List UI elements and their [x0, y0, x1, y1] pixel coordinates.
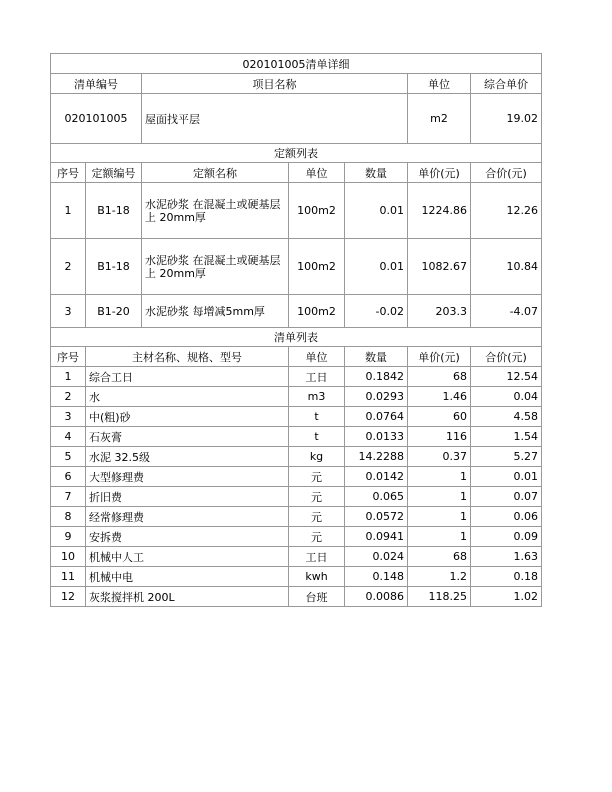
material-unit: t: [289, 427, 345, 447]
header-unit-price: 综合单价: [471, 74, 542, 94]
material-total: 1.02: [471, 587, 542, 607]
material-no: 12: [51, 587, 86, 607]
material-qty: 0.024: [345, 547, 408, 567]
material-no: 7: [51, 487, 86, 507]
material-price: 116: [408, 427, 471, 447]
material-qty: 0.0142: [345, 467, 408, 487]
bill-price: 19.02: [471, 94, 542, 144]
material-name: 石灰膏: [86, 427, 289, 447]
material-total: 0.07: [471, 487, 542, 507]
material-total: 0.04: [471, 387, 542, 407]
material-price: 1: [408, 527, 471, 547]
material-unit: 元: [289, 487, 345, 507]
quota-total: -4.07: [471, 295, 542, 328]
material-price: 60: [408, 407, 471, 427]
material-price: 1: [408, 487, 471, 507]
quota-no: 3: [51, 295, 86, 328]
material-total: 0.06: [471, 507, 542, 527]
bill-item-name: 屋面找平层: [142, 94, 408, 144]
bill-detail-table: [50, 53, 542, 607]
material-price: 68: [408, 547, 471, 567]
quota-row: [51, 239, 542, 295]
quota-total: 12.26: [471, 183, 542, 239]
material-no: 4: [51, 427, 86, 447]
materials-header-no: 序号: [51, 347, 86, 367]
bill-code: 020101005: [51, 94, 142, 144]
material-unit: 元: [289, 527, 345, 547]
material-qty: 0.148: [345, 567, 408, 587]
material-name: 综合工日: [86, 367, 289, 387]
quota-no: 2: [51, 239, 86, 295]
material-total: 4.58: [471, 407, 542, 427]
material-no: 8: [51, 507, 86, 527]
materials-header-name: 主材名称、规格、型号: [86, 347, 289, 367]
quota-code: B1-18: [86, 183, 142, 239]
quota-row: [51, 183, 542, 239]
quota-row: [51, 295, 542, 328]
material-row: [51, 587, 542, 607]
material-name: 大型修理费: [86, 467, 289, 487]
material-qty: 0.1842: [345, 367, 408, 387]
header-item-name: 项目名称: [142, 74, 408, 94]
materials-header-row: [51, 347, 542, 367]
material-unit: t: [289, 407, 345, 427]
material-row: [51, 427, 542, 447]
material-qty: 0.0133: [345, 427, 408, 447]
material-price: 0.37: [408, 447, 471, 467]
material-price: 118.25: [408, 587, 471, 607]
material-unit: m3: [289, 387, 345, 407]
material-unit: 工日: [289, 547, 345, 567]
quota-qty: 0.01: [345, 183, 408, 239]
material-no: 10: [51, 547, 86, 567]
material-row: [51, 407, 542, 427]
quota-header-name: 定额名称: [142, 163, 289, 183]
bill-detail-sheet: [50, 53, 541, 607]
quota-qty: 0.01: [345, 239, 408, 295]
material-row: [51, 527, 542, 547]
material-no: 9: [51, 527, 86, 547]
material-unit: 工日: [289, 367, 345, 387]
quota-code: B1-18: [86, 239, 142, 295]
header-bill-code: 清单编号: [51, 74, 142, 94]
quota-name: 水泥砂浆 每增减5mm厚: [142, 295, 289, 328]
material-name: 折旧费: [86, 487, 289, 507]
material-price: 68: [408, 367, 471, 387]
material-unit: 台班: [289, 587, 345, 607]
materials-header-unit: 单位: [289, 347, 345, 367]
material-total: 1.54: [471, 427, 542, 447]
material-row: [51, 467, 542, 487]
material-total: 1.63: [471, 547, 542, 567]
material-row: [51, 387, 542, 407]
material-no: 1: [51, 367, 86, 387]
material-qty: 0.0293: [345, 387, 408, 407]
quota-header-row: [51, 163, 542, 183]
quota-total: 10.84: [471, 239, 542, 295]
material-unit: 元: [289, 467, 345, 487]
quota-header-no: 序号: [51, 163, 86, 183]
material-no: 2: [51, 387, 86, 407]
material-name: 安拆费: [86, 527, 289, 547]
material-qty: 14.2288: [345, 447, 408, 467]
material-row: [51, 487, 542, 507]
quota-unit: 100m2: [289, 183, 345, 239]
header-unit: 单位: [408, 74, 471, 94]
material-qty: 0.0086: [345, 587, 408, 607]
bill-title: 020101005清单详细: [51, 54, 542, 74]
material-total: 12.54: [471, 367, 542, 387]
material-name: 水: [86, 387, 289, 407]
material-row: [51, 567, 542, 587]
quota-unit: 100m2: [289, 295, 345, 328]
material-name: 灰浆搅拌机 200L: [86, 587, 289, 607]
quota-price: 1224.86: [408, 183, 471, 239]
materials-section-title: 清单列表: [51, 328, 542, 347]
material-price: 1: [408, 467, 471, 487]
bill-unit: m2: [408, 94, 471, 144]
material-total: 5.27: [471, 447, 542, 467]
material-no: 6: [51, 467, 86, 487]
material-qty: 0.0941: [345, 527, 408, 547]
quota-no: 1: [51, 183, 86, 239]
material-no: 3: [51, 407, 86, 427]
quota-code: B1-20: [86, 295, 142, 328]
material-total: 0.01: [471, 467, 542, 487]
material-row: [51, 547, 542, 567]
quota-section-title: 定额列表: [51, 144, 542, 163]
material-qty: 0.0764: [345, 407, 408, 427]
material-row: [51, 367, 542, 387]
quota-unit: 100m2: [289, 239, 345, 295]
material-price: 1.2: [408, 567, 471, 587]
material-qty: 0.0572: [345, 507, 408, 527]
quota-header-total: 合价(元): [471, 163, 542, 183]
quota-name: 水泥砂浆 在混凝土或硬基层上 20mm厚: [142, 239, 289, 295]
materials-header-price: 单价(元): [408, 347, 471, 367]
material-name: 机械中人工: [86, 547, 289, 567]
material-unit: kg: [289, 447, 345, 467]
quota-header-price: 单价(元): [408, 163, 471, 183]
quota-header-unit: 单位: [289, 163, 345, 183]
material-unit: kwh: [289, 567, 345, 587]
material-no: 11: [51, 567, 86, 587]
material-name: 经常修理费: [86, 507, 289, 527]
quota-header-code: 定额编号: [86, 163, 142, 183]
quota-price: 203.3: [408, 295, 471, 328]
material-row: [51, 507, 542, 527]
material-price: 1.46: [408, 387, 471, 407]
material-qty: 0.065: [345, 487, 408, 507]
quota-qty: -0.02: [345, 295, 408, 328]
material-price: 1: [408, 507, 471, 527]
material-total: 0.18: [471, 567, 542, 587]
material-name: 水泥 32.5级: [86, 447, 289, 467]
quota-header-qty: 数量: [345, 163, 408, 183]
material-unit: 元: [289, 507, 345, 527]
material-no: 5: [51, 447, 86, 467]
quota-price: 1082.67: [408, 239, 471, 295]
quota-name: 水泥砂浆 在混凝土或硬基层上 20mm厚: [142, 183, 289, 239]
material-total: 0.09: [471, 527, 542, 547]
material-name: 中(粗)砂: [86, 407, 289, 427]
material-name: 机械中电: [86, 567, 289, 587]
material-row: [51, 447, 542, 467]
materials-header-total: 合价(元): [471, 347, 542, 367]
materials-header-qty: 数量: [345, 347, 408, 367]
